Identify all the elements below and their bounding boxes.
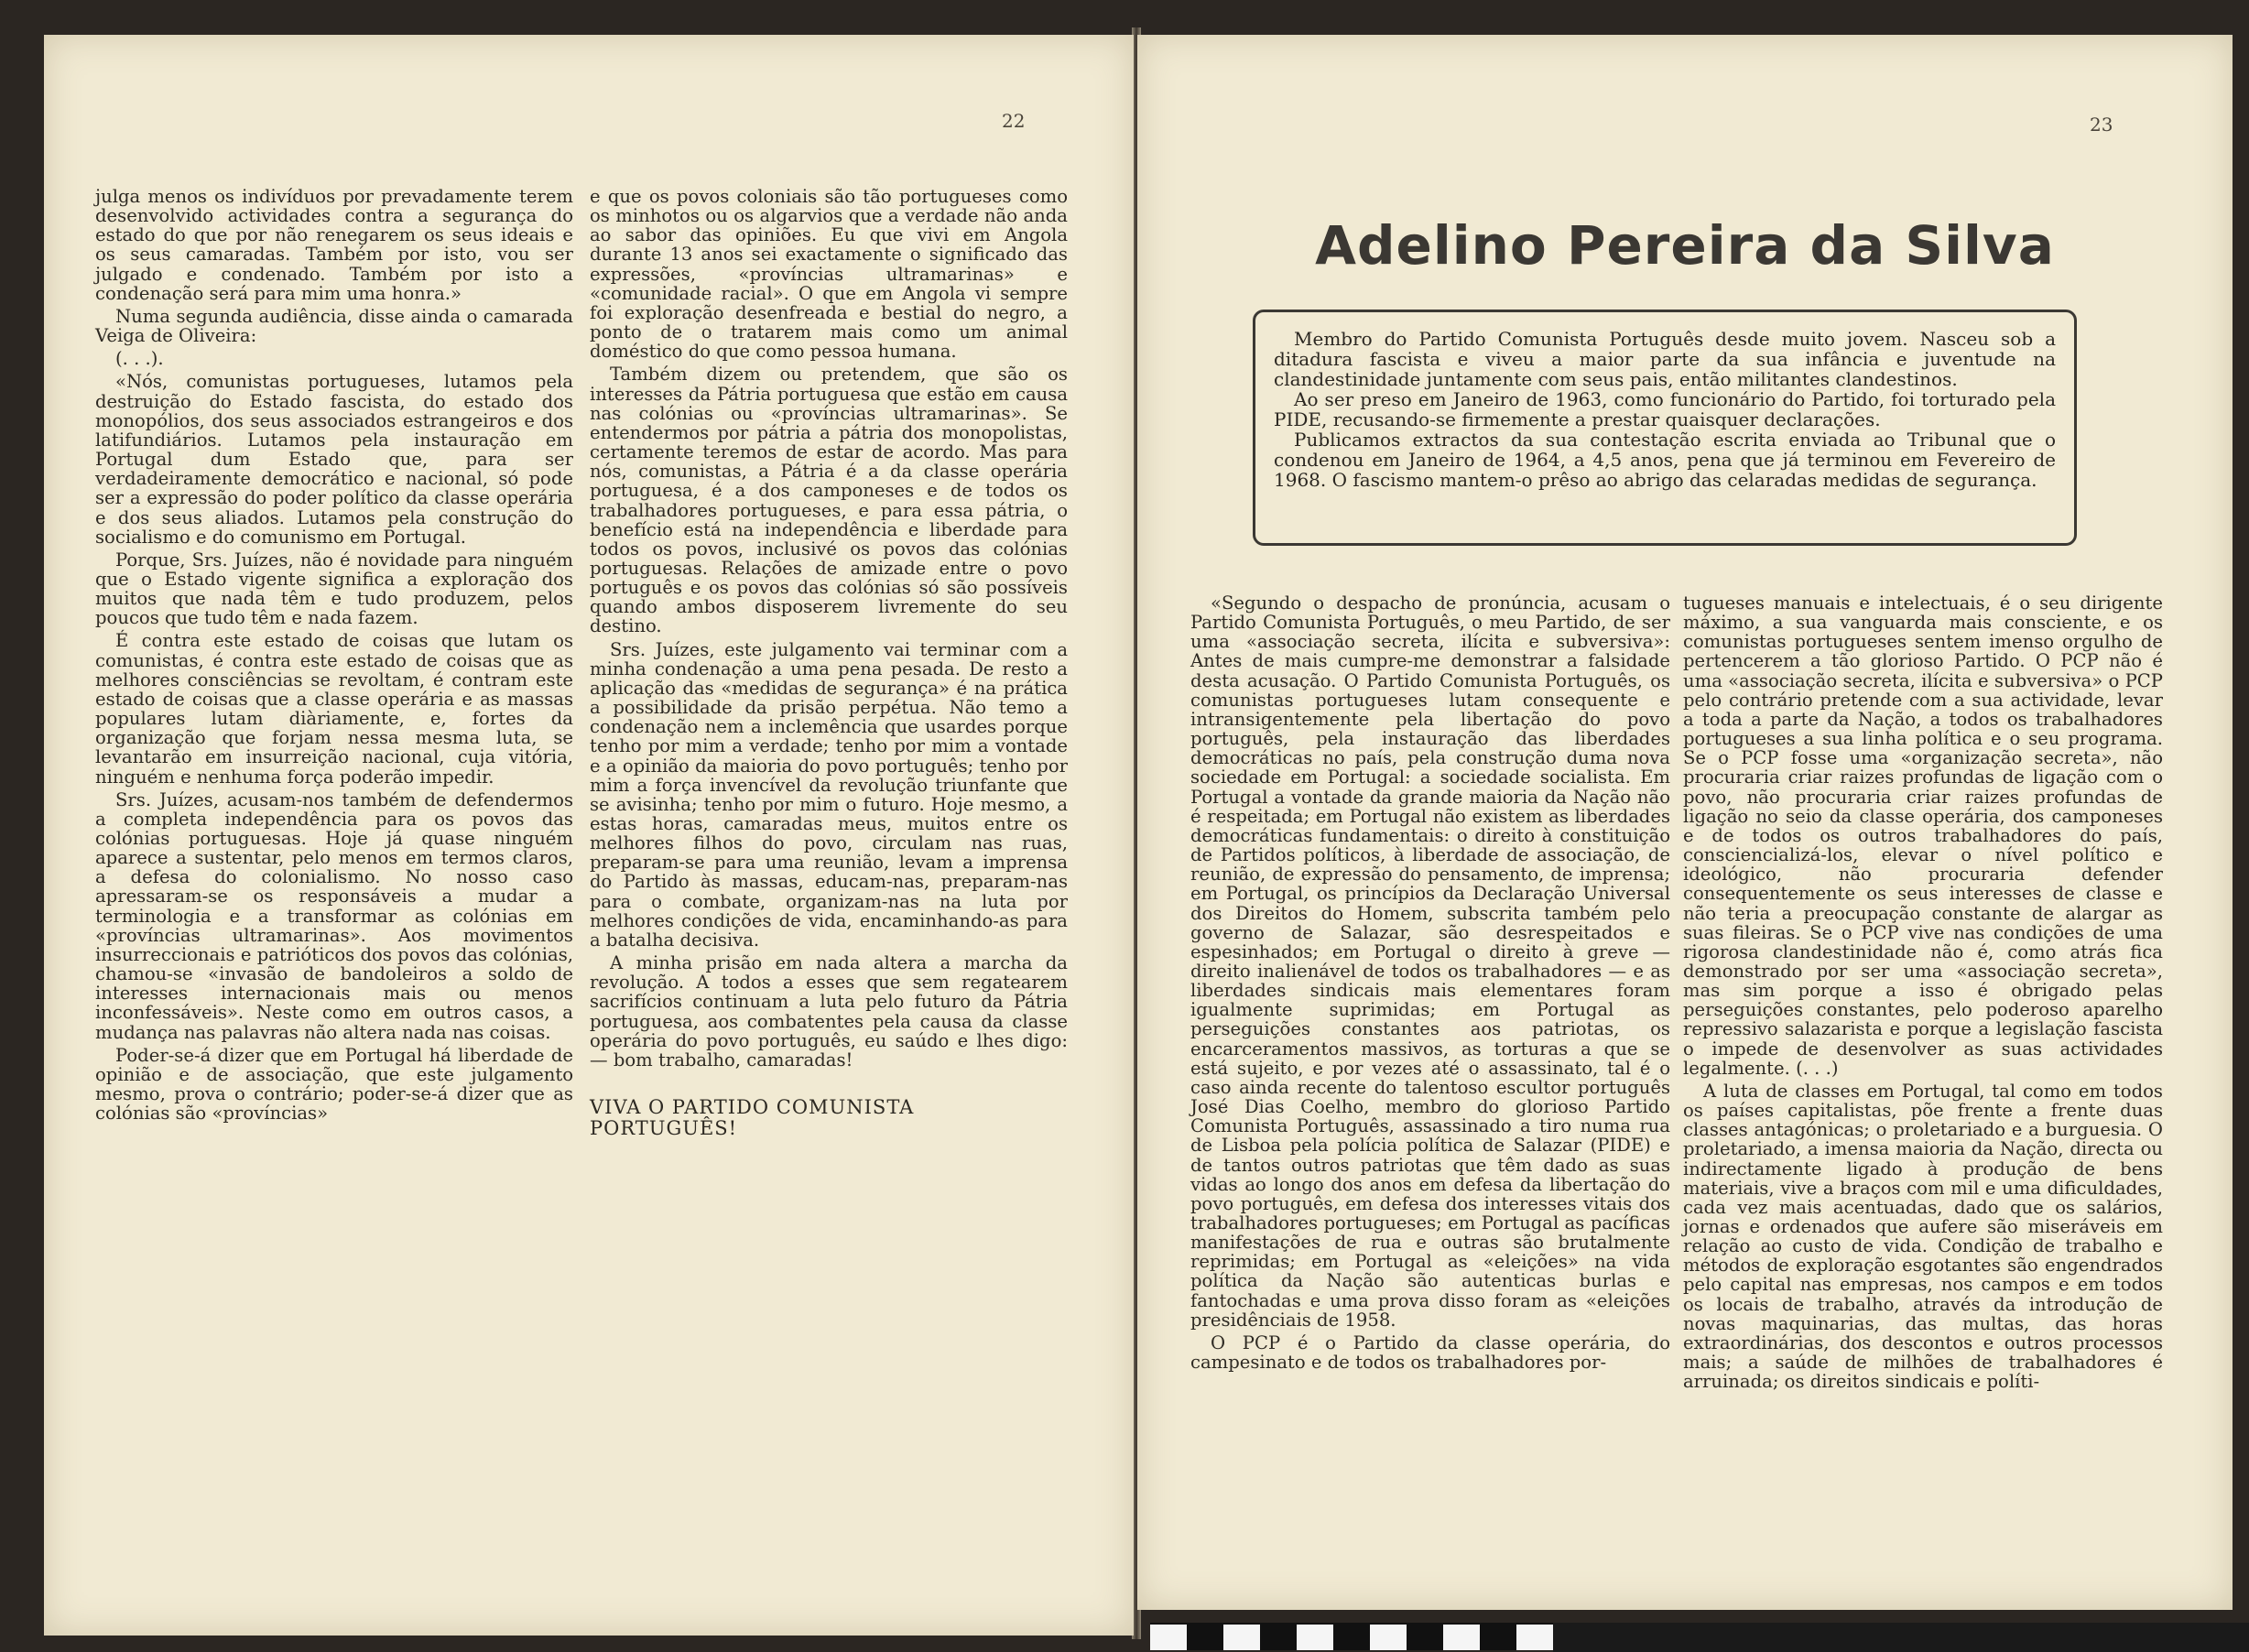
paragraph: Também dizem ou pretendem, que são os interesses da Pátria portuguesa que estão em causa nas colónias ou «províncias ultramarinas». Se entendermos por pátria a pátria dos monopolistas, certamente teremos de estar de acordo. Mas para nós, comunistas, a Pátria é a da classe operária portuguesa, é a dos camponeses e de todos os trabalhadores portugueses, e para essa pátria, o benefício está na independência e liberdade para todos os povos, inclusivé os povos das colónias portuguesas. Relações de amizade entre o povo português e os povos das colónias só são possíveis quando ambos disposerem livremente do seu destino. (590, 364, 1068, 637)
paragraph: Srs. Juízes, acusam-nos também de defendermos a completa independência para os povos das colónias portuguesas. Hoje já quase ninguém aparece a sustentar, pelo menos em termos claros, a defesa do colonialismo. No nosso caso apressaram-se os responsáveis a mudar a terminologia e a transformar as colónias em «províncias ultramarinas». Aos movimentos insurreccionais e patrióticos dos povos das colónias, chamou-se «invasão de bandoleiros a soldo de interesses internacionais mais ou menos inconfessáveis». Neste como em outros casos, a mudança nas palavras não altera nada nas coisas. (95, 788, 573, 1043)
page-number: 22 (1002, 110, 1026, 132)
paragraph: É contra este estado de coisas que lutam os comunistas, é contra este estado de coisas que as melhores consciências se revoltam, é contram este estado de coisas que a classe operária e as massas populares lutam diàriamente, e, fortes da organização que forjam nessa mesma luta, se levantarão em insurreição nacional, cuja vitória, ninguém e nenhuma força poderão impedir. (95, 630, 573, 788)
scan-border (1553, 1623, 2249, 1652)
biography-box (1253, 310, 2077, 546)
paragraph: Porque, Srs. Juízes, não é novidade para ninguém que o Estado vigente significa a exploração dos muitos que nada têm e tudo produzem, pelos poucos que tudo têm e nada fazem. (95, 549, 573, 629)
scale-ruler (1150, 1623, 1553, 1650)
paragraph: Poder-se-á dizer que em Portugal há liberdade de opinião e de associação, que este julgamento mesmo, prova o contrário; poder-se-á dizer que as colónias são «províncias» (95, 1044, 573, 1125)
paragraph: tugueses manuais e intelectuais, é o seu dirigente máximo, a sua vanguarda mais consciente, e os comunistas portugueses sentem imenso orgulho de pertencerem a tão glorioso Partido. O PCP não é uma «associação secreta, ilícita e subversiva» o PCP pelo contrário pretende com a sua actividade, levar a toda a parte da Nação, a todos os trabalhadores portugueses a sua linha política e o seu programa. Se o PCP fosse uma «organização secreta», não procuraria criar raizes profundas de ligação com o povo, não procuraria criar raizes profundas de ligação no seio da classe operária, dos camponeses e de todos os outros trabalhadores do país, consciencializá-los, elevar o nível político e ideológico, não procuraria defender consequentemente os seus interesses de classe e não teria a preocupação constante de alargar as suas fileiras. Se o PCP vive nas condições de uma rigorosa clandestinidade não é, como atrás fica demonstrado por ser uma «associação secreta», mas sim porque a isso é obrigado pelas perseguições constantes, pelo poderoso aparelho repressivo salazarista e porque a legislação fascista o impede de desenvolver as suas actividades legalmente. (. . .) (1683, 592, 2163, 1079)
article-title: Adelino Pereira da Silva (1315, 214, 2055, 277)
paragraph: Membro do Partido Comunista Português desde muito jovem. Nasceu sob a ditadura fascista e viveu a maior parte da sua infância e juventude na clandestinidade juntamente com seus pais, então militantes clandestinos. (1274, 328, 2056, 390)
left-page (44, 35, 1134, 1636)
paragraph: Publicamos extractos da sua contestação escrita enviada ao Tribunal que o condenou em Janeiro de 1964, a 4,5 anos, pena que já terminou em Fevereiro de 1968. O fascismo mantem-o prêso ao abrigo das celaradas medidas de segurança. (1274, 429, 2056, 491)
right-column-2 (1683, 593, 2163, 1395)
paragraph: «Nós, comunistas portugueses, lutamos pela destruição do Estado fascista, do estado dos monopólios, dos seus associados estrangeiros e dos latifundiários. Lutamos pela instauração em Portugal dum Estado que, para ser verdadeiramente democrático e nacional, só pode ser a expressão do poder político da classe operária e dos seus aliados. Lutamos pela construção do socialismo e do comunismo em Portugal. (95, 371, 573, 548)
paragraph: A minha prisão em nada altera a marcha da revolução. A todos a esses que sem regatearem sacrifícios continuam a luta pelo futuro da Pátria portuguesa, aos combatentes pela causa da classe operária do povo português, eu saúdo e lhes digo: — bom trabalho, camaradas! (590, 952, 1068, 1071)
left-column-1 (95, 187, 573, 1126)
left-column-2 (590, 187, 1068, 1142)
paragraph: (. . .). (115, 348, 164, 370)
closing-slogan: VIVA O PARTIDO COMUNISTA PORTUGUÊS! (590, 1096, 915, 1139)
right-page (1137, 35, 2233, 1610)
paragraph: julga menos os indivíduos por prevadamente terem desenvolvido actividades contra a segurança do estado do que por não renegarem os seus ideais e os seus camaradas. Também por isto, vou ser julgado e condenado. Também por isto a condenação será para mim uma honra.» (95, 186, 573, 304)
page-number: 23 (2090, 114, 2113, 136)
paragraph: e que os povos coloniais são tão portugueses como os minhotos ou os algarvios que a verdade não anda ao sabor das opiniões. Eu que vivi em Angola durante 13 anos sei exactamente o significado das expressões, «províncias ultramarinas» e «comunidade racial». O que em Angola vi sempre foi exploração desenfreada e bestial do negro, a ponto de o tratarem mais como um animal doméstico do que como pessoa humana. (590, 186, 1068, 363)
paragraph: Ao ser preso em Janeiro de 1963, como funcionário do Partido, foi torturado pela PIDE, recusando-se firmemente a prestar quaisquer declarações. (1274, 388, 2056, 430)
paragraph: Srs. Juízes, este julgamento vai terminar com a minha condenação a uma pena pesada. De resto a aplicação das «medidas de segurança» é na prática a possibilidade da prisão perpétua. Não temo a condenação nem a inclemência que usardes porque tenho por mim a verdade; tenho por mim a vontade e a opinião da maioria do povo português; tenho por mim a força invencível da revolução triunfante que se avisinha; tenho por mim o futuro. Hoje mesmo, a estas horas, camaradas meus, muitos entre os melhores filhos do povo, circulam nas ruas, preparam-se para uma reunião, levam a imprensa do Partido às massas, educam-nas, preparam-nas para o combate, organizam-nas na luta por melhores condições de vida, encaminhando-as para a batalha decisiva. (590, 638, 1068, 951)
paragraph: O PCP é o Partido da classe operária, do campesinato e de todos os trabalhadores por- (1190, 1331, 1670, 1374)
paragraph: A luta de classes em Portugal, tal como em todos os países capitalistas, põe frente a frente duas classes antagónicas; o proletariado e a burguesia. O proletariado, a imensa maioria da Nação, directa ou indirectamente ligado à produção de bens materiais, vive a braços com mil e uma dificuldades, cada vez mais acentuadas, dado que os salários, jornas e ordenados que aufere são miseráveis em relação ao custo de vida. Condição de trabalho e métodos de exploração esgotantes são engendrados pelo capital nas empresas, nos campos e em todos os locais de trabalho, através da introdução de novas maquinarias, das multas, das horas extraordinárias, dos descontos e outros processos mais; a saúde de milhões de trabalhadores é arruinada; os direitos sindicais e políti- (1683, 1080, 2163, 1393)
paragraph: Numa segunda audiência, disse ainda o camarada Veiga de Oliveira: (95, 305, 573, 347)
paragraph: «Segundo o despacho de pronúncia, acusam o Partido Comunista Português, o meu Partido, de ser uma «associação secreta, ilícita e subversiva»: Antes de mais cumpre-me demonstrar a falsidade desta acusação. O Partido Comunista Português, os comunistas portugueses lutam consequente e intransigentemente pela libertação do povo português, pela instauração das liberdades democráticas no país, pela construção duma nova sociedade em Portugal: a sociedade socialista. Em Portugal a vontade da grande maioria da Nação não é respeitada; em Portugal não existem as liberdades democráticas fundamentais: o direito à constituição de Partidos políticos, à liberdade de associação, de reunião, de expressão do pensamento, de imprensa; em Portugal, os princípios da Declaração Universal dos Direitos do Homem, subscrita também pelo governo de Salazar, são desrespeitados e espesinhados; em Portugal o direito à greve — direito inalienável de todos os trabalhadores — e as liberdades sindicais mais elementares foram igualmente suprimidas; em Portugal as perseguições constantes aos patriotas, os encarceramentos massivos, as torturas a que se está sujeito, e por vezes até o assassinato, tal é o caso ainda recente do talentoso escultor português José Dias Coelho, membro do glorioso Partido Comunista Português, assassinado a tiro numa rua de Lisboa pela polícia política de Salazar (PIDE) e de tantos outros patriotas que têm dado as suas vidas ao longo dos anos em defesa da libertação do povo português, em defesa dos interesses vitais dos trabalhadores portugueses; em Portugal as pacíficas manifestações de rua e outras são brutalmente reprimidas; em Portugal as «eleições» na vida política da Nação são autenticas burlas e fantochadas e uma prova disso foram as «eleições presidênciais de 1958. (1190, 592, 1670, 1331)
right-column-1 (1190, 593, 1670, 1375)
